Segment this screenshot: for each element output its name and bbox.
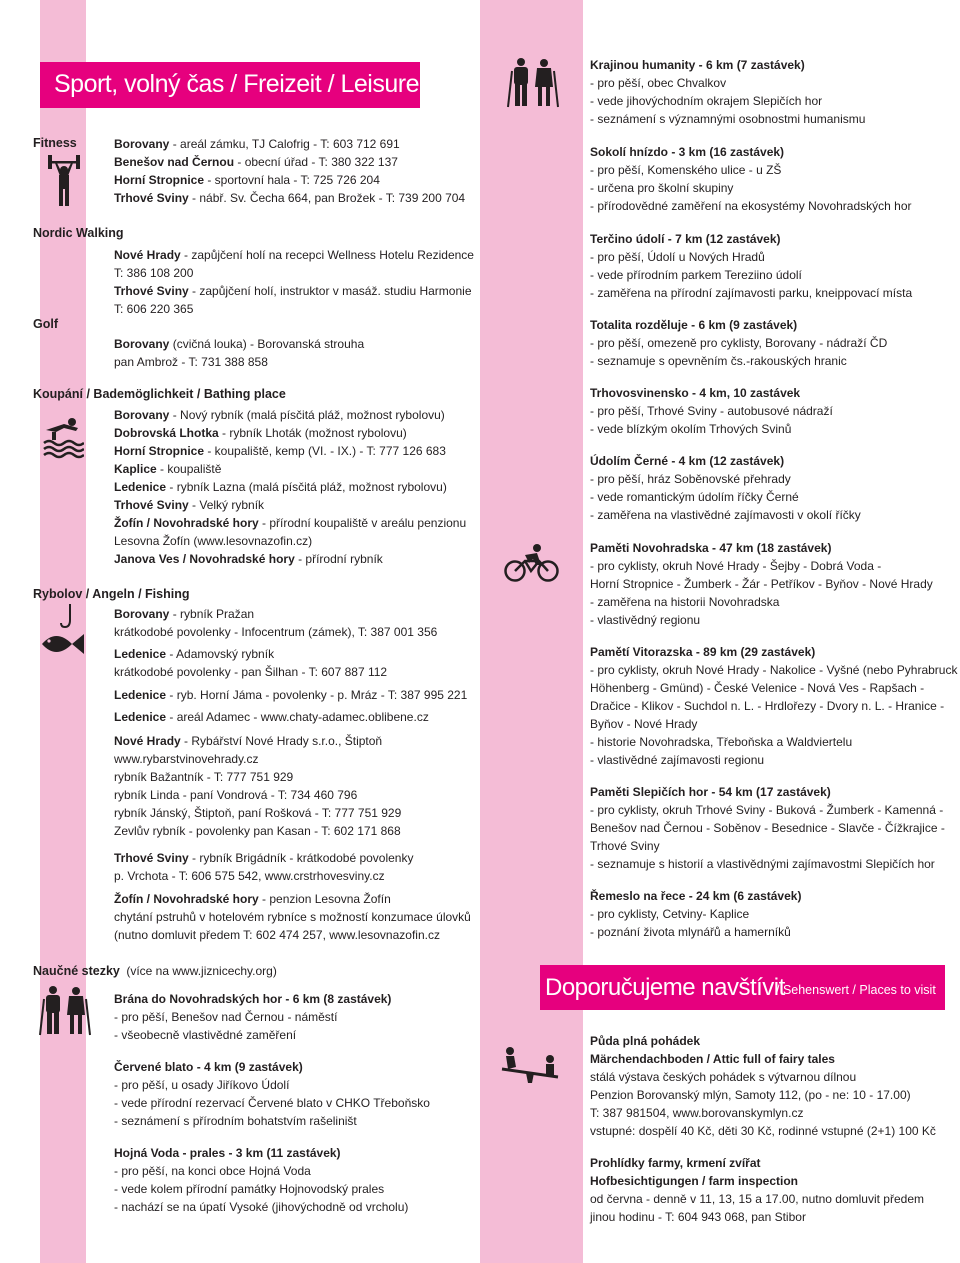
line-bold: Ledenice	[114, 480, 167, 494]
text-line	[590, 248, 765, 266]
line-text: - rybník Lhoták (možnost rybolovu)	[218, 426, 407, 440]
line-text: T: 387 981504, www.borovanskymlyn.cz	[590, 1106, 804, 1120]
text-line	[590, 801, 943, 819]
line-text: vstupné: dospělí 40 Kč, děti 30 Kč, rodinné vstupné (2+1) 100 Kč	[590, 1124, 936, 1138]
line-text: - nábř. Sv. Čecha 664, pan Brožek - T: 739 200 704	[188, 191, 466, 205]
text-line	[590, 733, 852, 751]
text-line	[114, 406, 445, 424]
text-line	[590, 230, 781, 248]
category-bathing: Koupání / Bademöglichkeit / Bathing place	[33, 387, 286, 401]
line-bold: Nové Hrady	[114, 734, 181, 748]
swimmer-icon	[42, 416, 84, 460]
category-nordic-walking: Nordic Walking	[33, 226, 124, 240]
text-line	[590, 197, 912, 215]
line-text: - pro pěší, Benešov nad Černou - náměstí	[114, 1010, 338, 1024]
line-text: rybník Jánský, Štiptoň, paní Rošková - T: 777 751 929	[114, 806, 402, 820]
line-text: - pro pěší, Údolí u Nových Hradů	[590, 250, 765, 264]
line-bold: Janova Ves / Novohradské hory	[114, 552, 295, 566]
line-bold: Hojná Voda - prales - 3 km (11 zastávek)	[114, 1146, 341, 1160]
line-text: - zaměřena na přírodní zajímavosti parku, kneippovací místa	[590, 286, 913, 300]
line-bold: Ledenice	[114, 688, 167, 702]
line-text: - vede přírodní rezervací Červené blato v CHKO Třeboňsko	[114, 1096, 430, 1110]
text-line	[114, 849, 413, 867]
line-text: - vede přírodním parkem Tereziino údolí	[590, 268, 802, 282]
line-text: - přírodní koupaliště v areálu penzionu	[258, 516, 467, 530]
text-line	[590, 74, 726, 92]
line-bold: Řemeslo na řece - 24 km (6 zastávek)	[590, 889, 802, 903]
line-text: - rybník Lazna (malá písčitá pláž, možnost rybolovu)	[166, 480, 447, 494]
cyclist-icon	[503, 543, 561, 583]
text-line	[590, 1032, 700, 1050]
line-bold: Pamětí Vitorazska - 89 km (29 zastávek)	[590, 645, 816, 659]
line-text: Benešov nad Černou - Soběnov - Besednice - Slavče - Čížkrajice -	[590, 821, 945, 835]
text-line	[590, 1172, 798, 1190]
line-bold: Trhovosvinensko - 4 km, 10 zastávek	[590, 386, 801, 400]
line-text: - pro cyklisty, okruh Trhové Sviny - Buková - Žumberk - Kamenná -	[590, 803, 944, 817]
text-line	[590, 557, 881, 575]
text-line	[114, 532, 312, 550]
text-line	[590, 110, 865, 128]
text-line	[114, 1144, 341, 1162]
line-bold: Borovany	[114, 607, 170, 621]
line-text: (cvičná louka) - Borovanská strouha	[169, 337, 365, 351]
line-text: - poznání života mlynářů a hamerníků	[590, 925, 791, 939]
text-line	[114, 550, 383, 568]
page-title: Sport, volný čas / Freizeit / Leisure	[54, 70, 419, 98]
line-bold: Dobrovská Lhotka	[114, 426, 219, 440]
line-text: - pro cyklisty, okruh Nové Hrady - Nakolice - Vyšné (nebo Pyhrabruck	[590, 663, 958, 677]
text-line	[114, 1198, 408, 1216]
text-line	[590, 1068, 856, 1086]
line-text: - pro cyklisty, okruh Nové Hrady - Šejby - Dobrá Voda -	[590, 559, 882, 573]
line-text: - pro pěší, omezeně pro cyklisty, Borovany - nádraží ČD	[590, 336, 888, 350]
text-line	[590, 923, 791, 941]
text-line	[590, 384, 800, 402]
line-text: rybník Linda - paní Vondrová - T: 734 460 796	[114, 788, 358, 802]
text-line	[114, 171, 380, 189]
text-line	[590, 266, 802, 284]
line-bold: Údolím Černé - 4 km (12 zastávek)	[590, 454, 785, 468]
line-bold: Půda plná pohádek	[590, 1034, 701, 1048]
text-line	[590, 819, 945, 837]
text-line	[590, 643, 815, 661]
line-text: - pro pěší, Komenského ulice - u ZŠ	[590, 163, 782, 177]
recommend-banner	[540, 965, 945, 1010]
line-text: - vede blízkým okolím Trhových Svinů	[590, 422, 792, 436]
text-line	[590, 783, 831, 801]
line-text: T: 386 108 200	[114, 266, 194, 280]
text-line	[590, 161, 781, 179]
line-bold: Borovany	[114, 408, 170, 422]
category-golf: Golf	[33, 317, 58, 331]
line-bold: Brána do Novohradských hor - 6 km (8 zastávek)	[114, 992, 392, 1006]
text-line	[590, 452, 784, 470]
line-text: - seznamuje s historií a vlastivědnými zajímavostmi Slepičích hor	[590, 857, 935, 871]
text-line	[114, 1112, 357, 1130]
text-line	[114, 990, 391, 1008]
line-text: - seznámení s významnými osobnostmi humanismu	[590, 112, 866, 126]
line-text: Byňov - Nové Hrady	[590, 717, 698, 731]
text-line	[114, 282, 472, 300]
text-line	[114, 300, 193, 318]
line-bold: Borovany	[114, 137, 170, 151]
text-line	[590, 855, 935, 873]
line-text: p. Vrchota - T: 606 575 542, www.crstrhovesviny.cz	[114, 869, 385, 883]
text-line	[114, 804, 401, 822]
text-line	[114, 496, 264, 514]
line-text: - pro cyklisty, Cetviny- Kaplice	[590, 907, 750, 921]
text-line	[590, 575, 933, 593]
text-line	[590, 470, 791, 488]
text-line	[590, 143, 784, 161]
line-text: - zapůjčení holí na recepci Wellness Hotelu Rezidence	[180, 248, 474, 262]
text-line	[114, 1026, 296, 1044]
line-bold: Paměti Slepičích hor - 54 km (17 zastávek)	[590, 785, 831, 799]
line-text: - zaměřena na vlastivědné zajímavosti v okolí říčky	[590, 508, 861, 522]
page-title-banner	[40, 62, 420, 108]
line-bold: Horní Stropnice	[114, 173, 205, 187]
text-line	[114, 135, 400, 153]
text-line	[114, 768, 293, 786]
recommend-subtitle: / Sehenswert / Places to visit	[776, 983, 936, 997]
text-line	[114, 189, 465, 207]
text-line	[114, 890, 391, 908]
line-text: - Nový rybník (malá písčitá pláž, možnost rybolovu)	[169, 408, 445, 422]
line-text: - vede kolem přírodní památky Hojnovodský prales	[114, 1182, 385, 1196]
line-bold: Ledenice	[114, 710, 167, 724]
line-text: - přírodní rybník	[294, 552, 383, 566]
line-text: - pro pěší, hráz Soběnovské přehrady	[590, 472, 791, 486]
line-text: - seznámení s přírodním bohatstvím rašeliništ	[114, 1114, 357, 1128]
text-line	[114, 424, 407, 442]
line-text: - pro pěší, Trhové Sviny - autobusové nádraží	[590, 404, 833, 418]
text-line	[590, 751, 764, 769]
text-line	[114, 514, 466, 532]
line-text: - pro pěší, na konci obce Hojná Voda	[114, 1164, 311, 1178]
text-line	[114, 1162, 311, 1180]
line-text: stálá výstava českých pohádek s výtvarnou dílnou	[590, 1070, 857, 1084]
text-line	[590, 697, 944, 715]
line-text: - rybník Pražan	[169, 607, 255, 621]
text-line	[114, 732, 382, 750]
text-line	[114, 246, 474, 264]
text-line	[114, 335, 364, 353]
text-line	[114, 442, 446, 460]
text-line	[114, 264, 193, 282]
text-line	[590, 905, 749, 923]
text-line	[590, 593, 779, 611]
text-line	[590, 1050, 835, 1068]
line-bold: Totalita rozděluje - 6 km (9 zastávek)	[590, 318, 798, 332]
category-trails	[33, 964, 277, 978]
text-line	[114, 478, 447, 496]
line-bold: Terčino údolí - 7 km (12 zastávek)	[590, 232, 781, 246]
trails-note: (více na www.jiznicechy.org)	[126, 964, 277, 978]
text-line	[114, 605, 254, 623]
hikers-icon	[36, 985, 92, 1037]
text-line	[114, 1094, 430, 1112]
text-line	[590, 420, 791, 438]
line-text: rybník Bažantník - T: 777 751 929	[114, 770, 294, 784]
text-line	[114, 786, 357, 804]
line-text: - zapůjčení holí, instruktor v masáž. studiu Harmonie	[188, 284, 472, 298]
line-text: Penzion Borovanský mlýn, Samoty 112, (po - ne: 10 - 17.00)	[590, 1088, 911, 1102]
text-line	[590, 92, 822, 110]
line-text: - areál zámku, TJ Calofrig - T: 603 712 691	[169, 137, 400, 151]
line-bold: Hofbesichtigungen / farm inspection	[590, 1174, 799, 1188]
line-text: - seznamuje s opevněním čs.-rakouských hranic	[590, 354, 847, 368]
line-text: - koupaliště, kemp (VI. - IX.) - T: 777 126 683	[204, 444, 446, 458]
text-line	[114, 867, 385, 885]
line-text: Horní Stropnice - Žumberk - Žár - Petříkov - Byňov - Nové Hrady	[590, 577, 933, 591]
line-bold: Trhové Sviny	[114, 284, 189, 298]
text-line	[590, 1154, 761, 1172]
text-line	[114, 460, 221, 478]
hikers-icon-right	[504, 57, 560, 109]
line-bold: Trhové Sviny	[114, 851, 189, 865]
text-line	[590, 1208, 806, 1226]
line-text: Lesovna Žofín (www.lesovnazofin.cz)	[114, 534, 313, 548]
line-text: - areál Adamec - www.chaty-adamec.oblibene.cz	[166, 710, 429, 724]
line-text: - obecní úřad - T: 380 322 137	[234, 155, 398, 169]
text-line	[590, 679, 924, 697]
fish-icon	[40, 604, 86, 660]
line-text: T: 606 220 365	[114, 302, 194, 316]
line-bold: Nové Hrady	[114, 248, 181, 262]
line-bold: Kaplice	[114, 462, 157, 476]
trails-label: Naučné stezky	[33, 964, 120, 978]
text-line	[114, 750, 259, 768]
line-bold: Sokolí hnízdo - 3 km (16 zastávek)	[590, 145, 785, 159]
line-text: - určena pro školní skupiny	[590, 181, 734, 195]
text-line	[114, 1058, 303, 1076]
line-text: - vede jihovýchodním okrajem Slepičích hor	[590, 94, 823, 108]
line-bold: Benešov nad Černou	[114, 155, 235, 169]
line-text: (nutno domluvit předem T: 602 474 257, www.lesovnazofin.cz	[114, 928, 440, 942]
line-text: - historie Novohradska, Třeboňska a Waldviertelu	[590, 735, 853, 749]
line-text: - pro pěší, u osady Jiříkovo Údolí	[114, 1078, 290, 1092]
line-bold: Ledenice	[114, 647, 167, 661]
text-line	[590, 316, 797, 334]
line-text: - vlastivědný regionu	[590, 613, 701, 627]
line-text: Höhenberg - Gmünd) - České Velenice - Nová Ves - Rapšach -	[590, 681, 925, 695]
line-text: pan Ambrož - T: 731 388 858	[114, 355, 268, 369]
line-text: - všeobecně vlastivědné zaměření	[114, 1028, 297, 1042]
line-text: - přírodovědné zaměření na ekosystémy Novohradských hor	[590, 199, 912, 213]
line-bold: Horní Stropnice	[114, 444, 205, 458]
line-bold: Žofín / Novohradské hory	[114, 892, 259, 906]
text-line	[114, 153, 398, 171]
line-text: Dračice - Klikov - Suchdol n. L. - Hrdlořezy - Dvory n. L. - Hranice -	[590, 699, 945, 713]
line-text: - pro pěší, obec Chvalkov	[590, 76, 727, 90]
text-line	[114, 926, 440, 944]
text-line	[590, 402, 833, 420]
line-text: www.rybarstvinovehrady.cz	[114, 752, 259, 766]
text-line	[590, 887, 801, 905]
text-line	[590, 1190, 924, 1208]
line-text: od června - denně v 11, 13, 15 a 17.00, nutno domluvit předem	[590, 1192, 924, 1206]
text-line	[114, 708, 429, 726]
text-line	[590, 1086, 911, 1104]
text-line	[590, 179, 733, 197]
seesaw-icon	[500, 1045, 560, 1085]
line-text: - koupaliště	[156, 462, 222, 476]
text-line	[114, 1008, 337, 1026]
line-bold: Žofín / Novohradské hory	[114, 516, 259, 530]
line-text: - Velký rybník	[188, 498, 265, 512]
line-text: Trhové Sviny	[590, 839, 660, 853]
text-line	[590, 539, 831, 557]
line-bold: Krajinou humanity - 6 km (7 zastávek)	[590, 58, 805, 72]
text-line	[590, 1122, 936, 1140]
text-line	[590, 488, 799, 506]
line-text: jinou hodinu - T: 604 943 068, pan Stibor	[590, 1210, 806, 1224]
text-line	[114, 1180, 384, 1198]
line-text: - zaměřena na historii Novohradska	[590, 595, 780, 609]
line-bold: Trhové Sviny	[114, 498, 189, 512]
text-line	[590, 334, 887, 352]
text-line	[114, 1076, 289, 1094]
line-text: - vlastivědné zajímavosti regionu	[590, 753, 765, 767]
line-bold: Paměti Novohradska - 47 km (18 zastávek)	[590, 541, 832, 555]
text-line	[114, 353, 268, 371]
weightlifter-icon	[46, 152, 82, 208]
line-text: - rybník Brigádník - krátkodobé povolenky	[188, 851, 414, 865]
category-fishing: Rybolov / Angeln / Fishing	[33, 587, 190, 601]
line-text: Zevlův rybník - povolenky pan Kasan - T: 602 171 868	[114, 824, 401, 838]
line-bold: Prohlídky farmy, krmení zvířat	[590, 1156, 761, 1170]
text-line	[590, 837, 660, 855]
line-text: - Adamovský rybník	[166, 647, 275, 661]
line-text: krátkodobé povolenky - Infocentrum (zámek), T: 387 001 356	[114, 625, 438, 639]
line-bold: Märchendachboden / Attic full of fairy tales	[590, 1052, 835, 1066]
line-bold: Trhové Sviny	[114, 191, 189, 205]
text-line	[114, 663, 387, 681]
line-text: - vede romantickým údolím říčky Černé	[590, 490, 799, 504]
line-text: - nachází se na úpatí Vysoké (jihovýchodně od vrcholu)	[114, 1200, 409, 1214]
text-line	[114, 645, 274, 663]
line-text: - ryb. Horní Jáma - povolenky - p. Mráz - T: 387 995 221	[166, 688, 468, 702]
line-text: - Rybářství Nové Hrady s.r.o., Štiptoň	[180, 734, 383, 748]
text-line	[114, 908, 471, 926]
line-text: krátkodobé povolenky - pan Šilhan - T: 607 887 112	[114, 665, 388, 679]
line-text: - sportovní hala - T: 725 726 204	[204, 173, 380, 187]
text-line	[590, 352, 847, 370]
text-line	[114, 822, 401, 840]
recommend-title: Doporučujeme navštívit	[545, 974, 785, 1001]
text-line	[114, 686, 467, 704]
text-line	[114, 623, 437, 641]
text-line	[590, 56, 805, 74]
text-line	[590, 284, 912, 302]
line-text: chytání pstruhů v hotelovém rybníce s možností konzumace úlovků	[114, 910, 471, 924]
line-bold: Borovany	[114, 337, 170, 351]
text-line	[590, 611, 700, 629]
category-fitness: Fitness	[33, 136, 77, 150]
line-text: - penzion Lesovna Žofín	[258, 892, 391, 906]
text-line	[590, 715, 697, 733]
text-line	[590, 661, 957, 679]
text-line	[590, 1104, 803, 1122]
text-line	[590, 506, 861, 524]
line-bold: Červené blato - 4 km (9 zastávek)	[114, 1060, 303, 1074]
